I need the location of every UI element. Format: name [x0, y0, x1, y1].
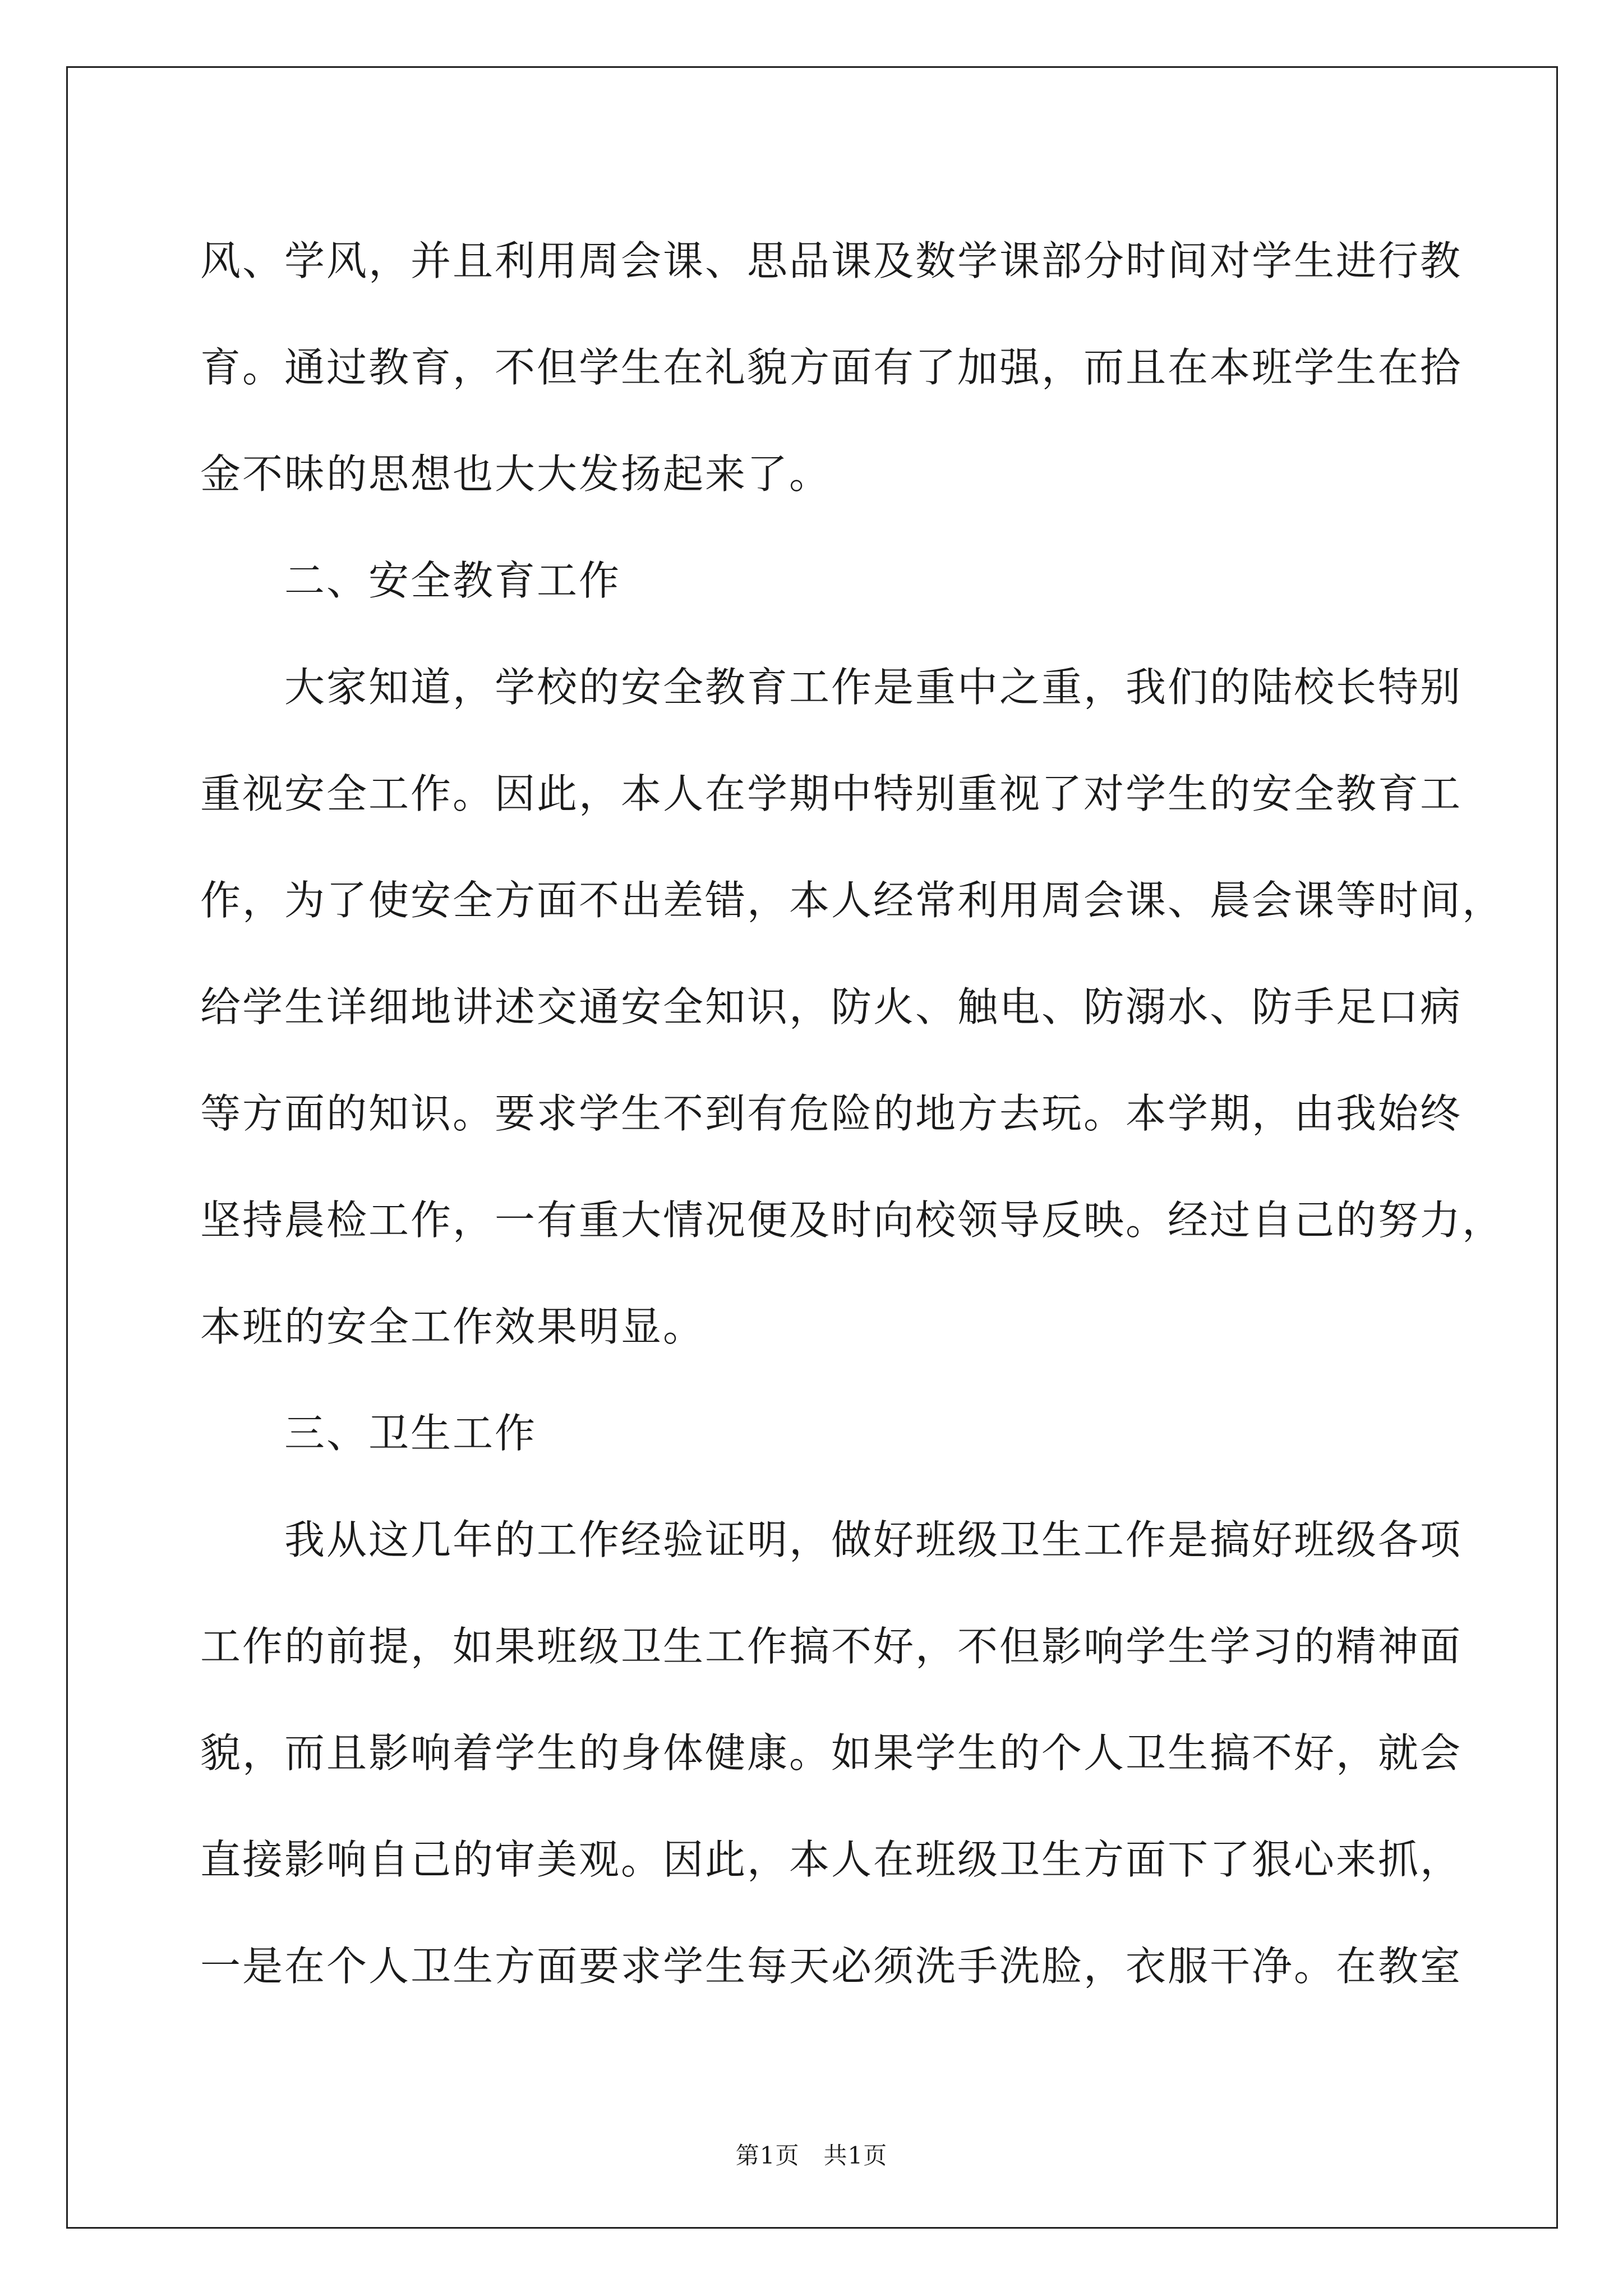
text-line: 育。通过教育，不但学生在礼貌方面有了加强，而且在本班学生在拾 — [200, 344, 1463, 391]
text-line: 作，为了使安全方面不出差错，本人经常利用周会课、晨会课等时间， — [200, 877, 1505, 924]
text-line: 坚持晨检工作，一有重大情况便及时向校领导反映。经过自己的努力， — [200, 1197, 1505, 1244]
text-line: 本班的安全工作效果明显。 — [200, 1303, 706, 1350]
text-line: 貌，而且影响着学生的身体健康。如果学生的个人卫生搞不好，就会 — [200, 1729, 1463, 1777]
page-number-label: 第1页 共1页 — [735, 2142, 888, 2169]
text-line: 三、卫生工作 — [284, 1410, 537, 1457]
text-line: 金不昧的思想也大大发扬起来了。 — [200, 450, 832, 498]
text-line: 等方面的知识。要求学生不到有危险的地方去玩。本学期，由我始终 — [200, 1090, 1463, 1137]
text-line: 风、学风，并且利用周会课、思品课及数学课部分时间对学生进行教 — [200, 237, 1463, 284]
text-line: 一是在个人卫生方面要求学生每天必须洗手洗脸，衣服干净。在教室 — [200, 1943, 1463, 1990]
text-line: 重视安全工作。因此，本人在学期中特别重视了对学生的安全教育工 — [200, 770, 1463, 817]
text-line: 给学生详细地讲述交通安全知识，防火、触电、防溺水、防手足口病 — [200, 983, 1463, 1030]
text-line: 直接影响自己的审美观。因此，本人在班级卫生方面下了狠心来抓， — [200, 1836, 1463, 1883]
text-line: 我从这几年的工作经验证明，做好班级卫生工作是搞好班级各项 — [284, 1516, 1463, 1563]
text-line: 二、安全教育工作 — [284, 557, 621, 604]
text-line: 大家知道，学校的安全教育工作是重中之重，我们的陆校长特别 — [284, 664, 1463, 711]
document-body — [200, 208, 1505, 2019]
page-footer — [0, 2137, 1623, 2171]
text-line: 工作的前提，如果班级卫生工作搞不好，不但影响学生学习的精神面 — [200, 1623, 1463, 1670]
